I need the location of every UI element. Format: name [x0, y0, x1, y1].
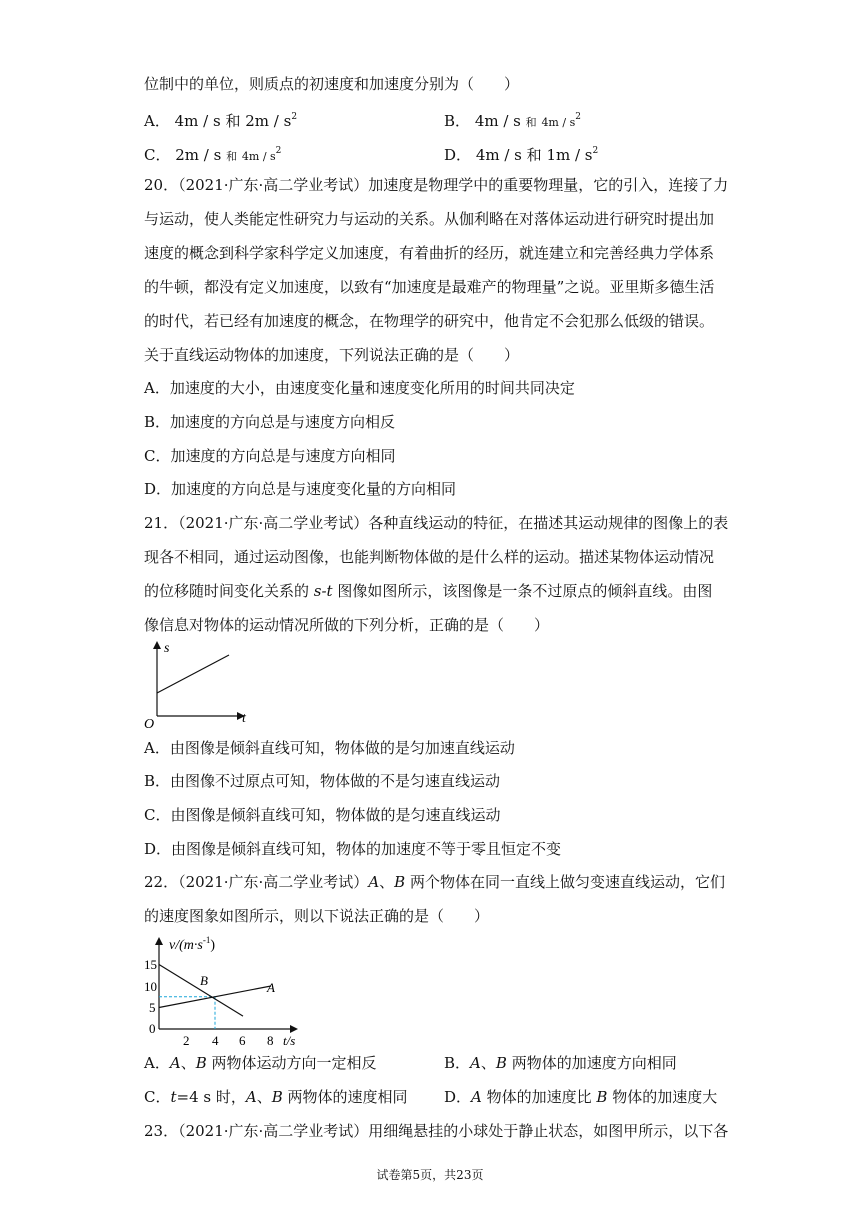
q19-option-b-v1: 4m / s — [474, 112, 521, 130]
q22-opt-c-pre: C． — [144, 1088, 171, 1106]
q22-x-tick-2: 2 — [183, 1033, 190, 1047]
q21-line3-post: 图像如图所示，该图像是一条不过原点的倾斜直线。由图 — [332, 582, 713, 600]
q19-option-d-v2: 1m / s — [546, 146, 593, 164]
q23-stem-line-1: 23．（2021·广东·高二学业考试）用细绳悬挂的小球处于静止状态，如图甲所示，以下各 — [144, 1122, 729, 1140]
q22-opt-a-sep: 、 — [180, 1054, 196, 1072]
q20-option-d[interactable]: D．加速度的方向总是与速度变化量的方向相同 — [144, 480, 457, 498]
q19-option-a-mid: 和 — [225, 112, 241, 130]
q20-option-a[interactable]: A．加速度的大小，由速度变化量和速度变化所用的时间共同决定 — [144, 379, 575, 397]
q21-x-label: t — [242, 711, 246, 726]
q22-opt-b-it2: B — [495, 1054, 507, 1072]
q22-opt-a-it2: B — [195, 1054, 207, 1072]
q22-opt-c-mid0: =4 s 时， — [176, 1088, 246, 1106]
q20-stem-line-6: 关于直线运动物体的加速度，下列说法正确的是（ ） — [144, 346, 520, 364]
q22-opt-a-it1: A — [169, 1054, 181, 1072]
q19-option-b-v2: 4m / s — [541, 116, 576, 129]
q19-option-b-letter: B． — [444, 112, 471, 130]
q22-line1-a: A — [368, 873, 380, 891]
q22-x-tick-8: 8 — [267, 1033, 274, 1047]
q22-y-label-close: ) — [210, 938, 215, 953]
q22-opt-c-it2: B — [271, 1088, 283, 1106]
q22-option-d[interactable] — [444, 1086, 717, 1108]
q21-line3-pre: 的位移随时间变化关系的 — [144, 582, 314, 600]
q19-option-c-v1: 2m / s — [175, 146, 222, 164]
q22-label-b: B — [200, 973, 208, 988]
q22-opt-a-post: 两物体运动方向一定相反 — [206, 1054, 377, 1072]
q19-option-d-letter: D． — [444, 146, 472, 164]
q20-stem-line-5: 的时代，若已经有加速度的概念，在物理学的研究中，他肯定不会犯那么低级的错误。 — [144, 312, 715, 330]
q22-x-label: t/s — [283, 1033, 296, 1047]
q22-y-arrow — [155, 937, 163, 945]
q21-line3-st: s-t — [313, 582, 333, 600]
q19-option-c-v2: 4m / s — [241, 150, 276, 163]
q19-option-a-v2: 2m / s — [245, 112, 292, 130]
q22-line1-b: B — [394, 873, 406, 891]
q21-s-t-line — [157, 655, 229, 693]
q22-line1-pre: 22．（2021·广东·高二学业考试） — [144, 873, 369, 891]
q22-opt-c-post: 两物体的速度相同 — [282, 1088, 408, 1106]
q19-option-d-exp: 2 — [592, 146, 599, 156]
q22-option-a[interactable] — [144, 1052, 377, 1074]
q22-opt-a-pre: A． — [144, 1054, 170, 1072]
q22-stem-line-1 — [144, 871, 725, 893]
q21-stem-line-2: 现各不相同，通过运动图像，也能判断物体做的是什么样的运动。描述某物体运动情况 — [144, 548, 715, 566]
q22-opt-b-it1: A — [470, 1054, 481, 1072]
q22-opt-c-sep: 、 — [256, 1088, 272, 1106]
q19-option-d[interactable] — [444, 140, 598, 166]
q19-option-c-letter: C． — [144, 146, 171, 164]
q21-option-a[interactable]: A．由图像是倾斜直线可知，物体做的是匀加速直线运动 — [144, 739, 515, 757]
q19-option-a-v1: 4m / s — [174, 112, 221, 130]
q22-option-c[interactable] — [144, 1086, 408, 1108]
q22-y-tick-10: 10 — [144, 979, 157, 994]
q21-stem-line-3 — [144, 580, 712, 602]
q19-option-d-v1: 4m / s — [475, 146, 522, 164]
q22-line1-post: 两个物体在同一直线上做匀变速直线运动，它们 — [405, 873, 725, 891]
q19-option-b[interactable] — [444, 106, 581, 134]
q22-stem-line-2: 的速度图象如图所示，则以下说法正确的是（ ） — [144, 907, 490, 925]
q22-y-label-sup: -1 — [202, 935, 211, 945]
q22-opt-b-sep: 、 — [480, 1054, 496, 1072]
q19-option-c[interactable] — [144, 140, 281, 168]
q22-opt-b-pre: B． — [444, 1054, 471, 1072]
q22-opt-d-pre: D． — [444, 1088, 472, 1106]
q19-option-a-letter: A． — [144, 112, 170, 130]
q22-x-tick-6: 6 — [239, 1033, 246, 1047]
q20-stem-line-4: 的牛顿，都没有定义加速度，以致有“加速度是最难产的物理量”之说。亚里斯多德生活 — [144, 278, 715, 296]
q19-option-d-mid: 和 — [526, 146, 542, 164]
q19-option-a[interactable] — [144, 106, 297, 132]
q19-option-c-mid: 和 — [226, 150, 238, 163]
q22-opt-d-post: 物体的加速度大 — [607, 1088, 718, 1106]
q22-opt-b-post: 两物体的加速度方向相同 — [506, 1054, 677, 1072]
q20-stem-line-2: 与运动，使人类能定性研究力与运动的关系。从伽利略在对落体运动进行研究时提出加 — [144, 210, 715, 228]
q21-y-label: s — [164, 641, 170, 656]
q22-opt-c-it1: A — [245, 1088, 257, 1106]
q21-origin-label: O — [144, 717, 155, 730]
q19-stem-tail: 位制中的单位，则质点的初速度和加速度分别为（ ） — [144, 75, 520, 93]
q22-opt-d-mid: 物体的加速度比 — [481, 1088, 597, 1106]
q20-option-b[interactable]: B．加速度的方向总是与速度方向相反 — [144, 413, 396, 431]
q22-y-label — [169, 935, 215, 953]
q22-line1-sep: 、 — [379, 873, 395, 891]
q19-option-c-exp: 2 — [275, 146, 282, 156]
q19-option-a-exp: 2 — [291, 112, 298, 122]
q20-stem-line-3: 速度的概念到科学家科学定义加速度，有着曲折的经历，就连建立和完善经典力学体系 — [144, 244, 715, 262]
q22-v-t-graph — [140, 932, 310, 1047]
q21-s-t-graph — [140, 640, 260, 730]
q22-opt-d-it1: A — [471, 1088, 482, 1106]
q22-label-a: A — [267, 980, 275, 995]
page-footer: 试卷第5页，共23页 — [376, 1168, 484, 1182]
q21-option-c[interactable]: C．由图像是倾斜直线可知，物体做的是匀速直线运动 — [144, 806, 501, 824]
q22-y-tick-15: 15 — [144, 957, 157, 972]
q22-y-tick-0: 0 — [149, 1021, 156, 1036]
q21-stem-line-1: 21．（2021·广东·高二学业考试）各种直线运动的特征，在描述其运动规律的图像上的表 — [144, 514, 729, 532]
q21-stem-line-4: 像信息对物体的运动情况所做的下列分析，正确的是（ ） — [144, 616, 550, 634]
q22-x-arrow — [290, 1025, 298, 1033]
q19-option-b-exp: 2 — [575, 112, 581, 122]
q22-y-tick-5: 5 — [149, 1000, 156, 1015]
q19-option-b-mid: 和 — [525, 116, 537, 129]
q21-option-d[interactable]: D．由图像是倾斜直线可知，物体的加速度不等于零且恒定不变 — [144, 840, 562, 858]
q22-x-tick-4: 4 — [212, 1033, 219, 1047]
q21-option-b[interactable]: B．由图像不过原点可知，物体做的不是匀速直线运动 — [144, 772, 501, 790]
q20-option-c[interactable]: C．加速度的方向总是与速度方向相同 — [144, 447, 396, 465]
q22-opt-d-it2: B — [596, 1088, 608, 1106]
q22-y-label-main: v/(m·s — [169, 938, 203, 953]
q22-opt-c-t: t — [170, 1088, 177, 1106]
q20-stem-line-1: 20．（2021·广东·高二学业考试）加速度是物理学中的重要物理量，它的引入，连接了力 — [144, 176, 729, 194]
q21-y-arrow — [153, 641, 161, 649]
q22-option-b[interactable] — [444, 1052, 677, 1074]
